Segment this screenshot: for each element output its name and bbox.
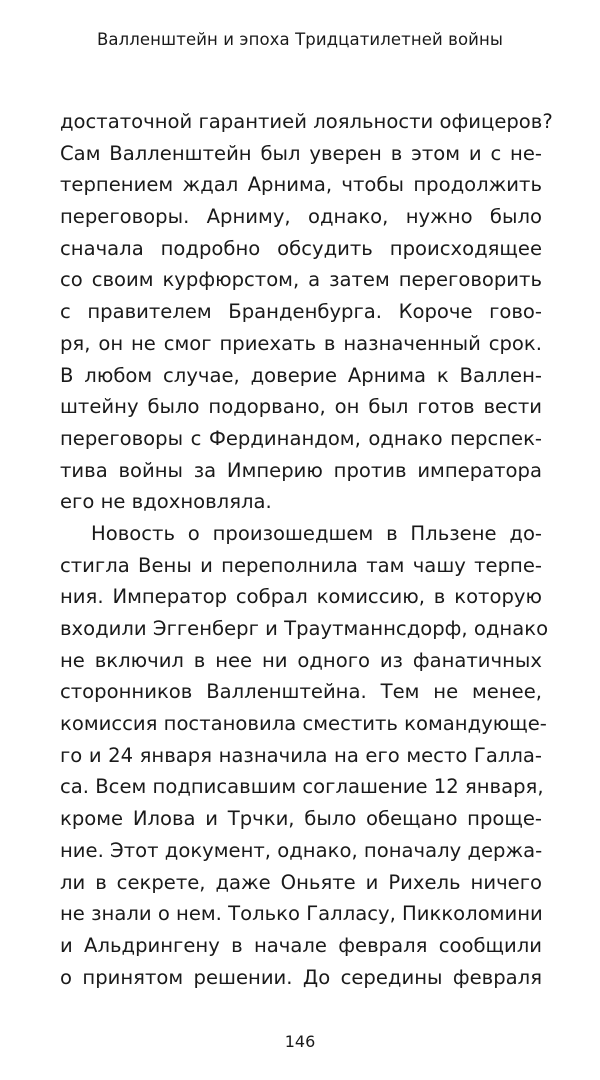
text-line: входили Эггенберг и Траутманнсдорф, однако <box>60 617 549 640</box>
text-line: В любом случае, доверие Арнима к Валлен- <box>60 363 542 387</box>
paragraph-1 <box>60 106 553 518</box>
text-line: не знали о нем. Только Галласу, Пикколомини <box>60 902 543 926</box>
text-line: ния. Император собрал комиссию, в которую <box>60 585 542 609</box>
text-line: достаточной гарантией лояльности офицеров? <box>60 110 553 133</box>
text-line: переговоры. Арниму, однако, нужно было <box>60 205 542 229</box>
text-line: с правителем Бранденбурга. Короче гово- <box>60 300 542 324</box>
text-line: сначала подробно обсудить происходящее <box>60 236 542 260</box>
text-line: стигла Вены и переполнила там чашу терпе- <box>60 553 542 577</box>
text-line: кроме Илова и Трчки, было обещано проще- <box>60 807 542 831</box>
body-text <box>60 106 553 993</box>
text-line: и Альдрингену в начале февраля сообщили <box>60 933 542 957</box>
text-line: Новость о произошедшем в Пльзене до- <box>91 521 542 545</box>
text-line: штейну было подорвано, он был готов вести <box>60 395 542 419</box>
text-line: са. Всем подписавшим соглашение 12 января, <box>60 775 544 799</box>
text-line: переговоры с Фердинандом, однако перспек- <box>60 426 542 450</box>
text-line: не включил в нее ни одного из фанатичных <box>60 648 542 672</box>
text-line: ря, он не смог приехать в назначенный срок. <box>60 331 542 355</box>
text-line: терпением ждал Арнима, чтобы продолжить <box>60 173 542 197</box>
text-line: его не вдохновляла. <box>60 490 272 514</box>
running-header: Валленштейн и эпоха Тридцатилетней войны <box>96 30 504 49</box>
text-line: со своим курфюрстом, а затем переговорить <box>60 268 542 292</box>
text-line: о принятом решении. До середины февраля <box>60 965 542 989</box>
text-line: ние. Этот документ, однако, поначалу держа- <box>60 838 543 862</box>
text-line: ли в секрете, даже Оньяте и Рихель ничего <box>60 870 542 894</box>
page-number: 146 <box>284 1032 316 1051</box>
text-line: комиссия постановила сместить командующе- <box>60 712 547 736</box>
text-line: Сам Валленштейн был уверен в этом и с не- <box>60 141 542 165</box>
text-line: тива войны за Империю против императора <box>60 458 542 482</box>
text-line: го и 24 января назначила на его место Галла- <box>60 743 542 767</box>
text-line: сторонников Валленштейна. Тем не менее, <box>60 680 542 704</box>
paragraph-2 <box>60 518 549 993</box>
